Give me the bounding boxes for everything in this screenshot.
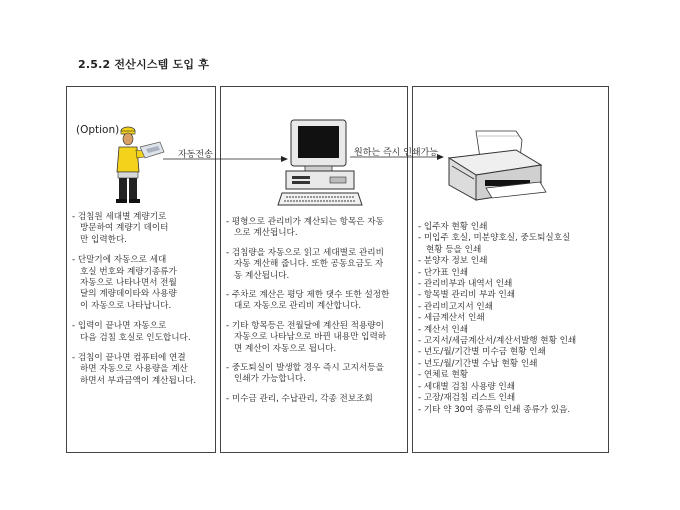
- printer-illustration: [449, 131, 546, 200]
- meter-step-item: - 검침이 끝나면 컴퓨터에 연결 하면 자동으로 사용량을 계산 하면서 부과금액이 계산됩니다.: [72, 353, 197, 386]
- print-report-item: - 고장/재검침 리스트 인쇄: [418, 393, 516, 404]
- auto-transfer-label: 자동전송: [178, 150, 213, 160]
- handheld-terminal-icon: [140, 142, 164, 158]
- print-report-item: - 세금계산서 인쇄: [418, 313, 485, 324]
- meter-step-item: - 단말기에 자동으로 세대 호실 번호와 계량기종류가 자동으로 나타나면서 전월 달의 계량데이타와 사용량 이 자동으로 나타납니다.: [72, 255, 177, 311]
- print-report-item: - 관리비고지서 인쇄: [418, 301, 493, 312]
- print-report-item: - 단가표 인쇄: [418, 267, 469, 278]
- billing-features: [226, 217, 407, 413]
- print-report-item: - 연체료 현황: [418, 370, 469, 381]
- billing-feature-item: - 중도퇴실이 발생할 경우 즉시 고지서등을 인쇄가 가능합니다.: [226, 363, 384, 385]
- meter-step-item: - 검침원 세대별 계량기로 방문하여 계량기 데이터 만 입력한다.: [72, 212, 169, 245]
- print-report-item: - 미입주 호실, 미분양호실, 중도퇴실호실 현황 등을 인쇄: [418, 233, 571, 255]
- print-report-item: - 분양자 정보 인쇄: [418, 256, 488, 267]
- print-report-item: - 입주자 현황 인쇄: [418, 222, 488, 232]
- print-report-item: - 기타 약 30여 종류의 인쇄 종류가 있음.: [418, 404, 571, 415]
- print-report-item: - 관리비부과 내역서 인쇄: [418, 279, 513, 290]
- print-anytime-label: 원하는 즉시 인쇄가능: [354, 148, 438, 158]
- worker-illustration: [116, 127, 150, 203]
- print-report-item: - 세대별 검침 사용량 인쇄: [418, 381, 516, 392]
- print-report-item: - 년도/월/기간별 수납 현황 인쇄: [418, 358, 538, 369]
- billing-feature-item: - 주차로 계산은 평당 제한 댓수 또한 설정한 대로 자동으로 관리비 계산합니다.: [226, 290, 390, 312]
- print-reports: [418, 222, 608, 416]
- billing-feature-item: - 검침량을 자동으로 읽고 세대별로 관리비 자동 계산해 줍니다. 또한 공동요금도 자 동 계산됩니다.: [226, 247, 384, 281]
- computer-illustration: [278, 120, 362, 205]
- print-report-item: - 항목별 관리비 부과 인쇄: [418, 290, 516, 301]
- option-label: (Option): [76, 124, 120, 136]
- meter-step-item: - 입력이 끝나면 자동으로 다음 검침 호실로 인도합니다.: [72, 321, 191, 343]
- billing-feature-item: - 평형으로 관리비가 계산되는 항목은 자동 으로 계산됩니다.: [226, 217, 384, 239]
- print-report-item: - 계산서 인쇄: [418, 324, 469, 335]
- page-title: 2.5.2 전산시스템 도입 후: [78, 58, 210, 71]
- billing-feature-item: - 미수금 관리, 수납관리, 각종 전보조회: [226, 393, 373, 404]
- billing-feature-item: - 기타 항목등은 전월달에 계산된 적용량이 자동으로 나타남으로 바뀐 내용만 입력하 면 계산이 자동으로 됩니다.: [226, 320, 387, 354]
- print-report-item: - 년도/월/기간별 미수금 현황 인쇄: [418, 347, 546, 358]
- print-report-item: - 고지서/세금계산서/계산서발행 현황 인쇄: [418, 336, 577, 347]
- meter-reading-steps: [72, 212, 214, 396]
